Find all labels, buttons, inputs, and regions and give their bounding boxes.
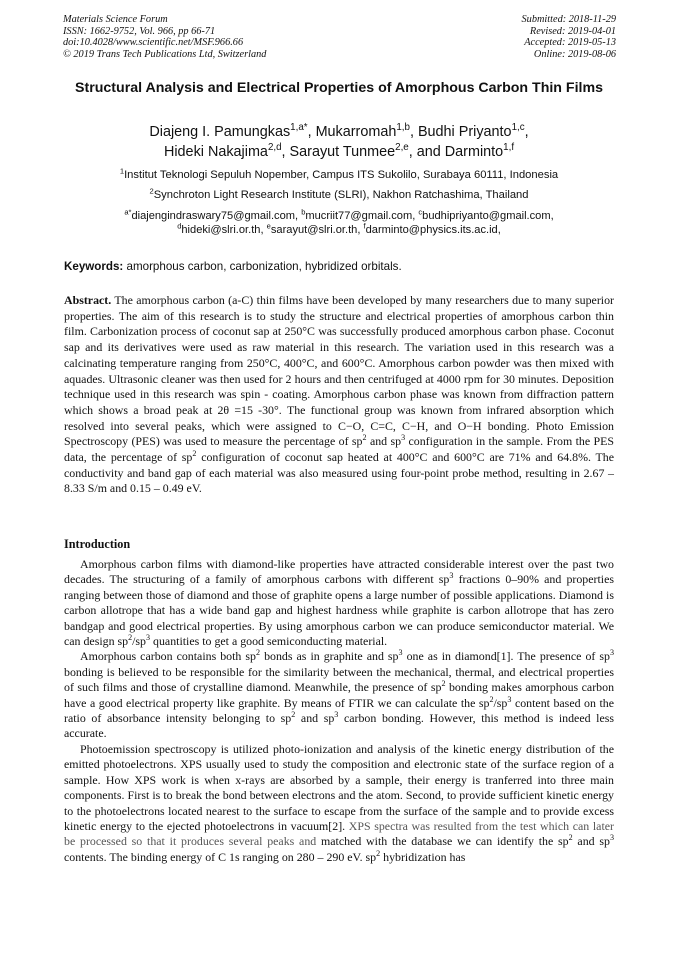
email-list: $^{a*}$diajengindraswary75@gmail.com, $^b$mucriit77@gmail.com, $^c$budhipriyanto@gmail.com, $^d$hideki@slri.or.th, $^e$sarayut@slri.or.th, $^f$darminto@physics.its.ac.id, [124, 207, 554, 237]
superscript: 2 [568, 833, 573, 843]
keywords [64, 259, 616, 274]
paragraph [64, 557, 614, 649]
text-run: fractions 0–90% and properties ranging between those of diamond and those of graphite opens a large number of possible applications. Diamond is carbon allotrope that has a wide band gap and highest hardness while graphite is carbon allotrope that has zero bandgap and good electrical properties. By using amorphous carbon we can produce semiconductor material. We can design sp [64, 572, 615, 649]
submitted-date: Submitted: 2018-11-29 [521, 14, 616, 25]
abstract [64, 293, 614, 497]
text-run: Photoemission spectroscopy is utilized photo-ionization and analysis of the kinetic energy distribution of the emitted photoelectrons. XPS usually used to study the composition and electronic state of the surface region of a sample. How XPS work is when x-rays are absorbed by a sample, their energy is tranferred into three main components. First is to break the bond between electrons and the atom. Second, to provide sufficient kinetic energy to the photoelectrons located nearest to the surface to escape from the surface of the sample and to provide excess kinetic energy to the ejected photoelectrons in vacuum[2]. [64, 741, 614, 833]
superscript: 3 [398, 648, 403, 658]
text-run: Amorphous carbon contains both sp [80, 649, 256, 664]
section-heading-introduction: Introduction [64, 537, 131, 551]
issn-line: ISSN: 1662-9752, Vol. 966, pp 66-71 [63, 25, 216, 37]
superscript: 2 [291, 710, 296, 720]
superscript: 3 [609, 648, 614, 658]
superscript: 3 [449, 571, 454, 581]
author: Hideki Nakajima$^{2,d}$, [163, 141, 290, 160]
journal-header-left [63, 14, 266, 60]
text-run: matched with the database we can identify the sp [316, 834, 569, 849]
keywords-label: Keywords: [64, 260, 124, 273]
copyright-line: © 2019 Trans Tech Publications Ltd, Switzerland [63, 48, 267, 60]
text-run: carbon bonding. However, this method is indeed less accurate. [64, 711, 615, 741]
text-run: and sp [366, 434, 402, 449]
superscript: 2 [255, 648, 261, 658]
text-run: /sp [132, 634, 147, 649]
text-run: XPS spectra was resulted from the test which can later be processed so that it produces several peaks and [64, 818, 614, 849]
text-run: configuration of coconut sap heated at 400°C and 600°C are 71% and 64.8%. The conductivity and band gap of each material was also measured using four-point probe method, resulting in 2.67 – 8.33 S/m and 0.15 – 0.49 eV. [64, 450, 614, 496]
superscript: 2 [128, 633, 133, 643]
text-run: The amorphous carbon (a-C) thin films have been developed by many researchers due to many superior properties. The aim of this research is to study the structure and electrical properties of amorphous carbon thin film. Carbonization process of coconut sap at 250°C was successfully produced amorphous carbon phase. Coconut sap and its derivatives were used as raw material in this research. The variation used in this research was a calcinating temperature ranging from 250°C, 400°C, and 600°C. Amorphous carbon powder was then mixed with aquades. Ultrasonic cleaner was then used for 2 hours and then centrifuged at 4000 rpm for 30 minutes. Deposition technique used in this research was spin - coating. Amorphous carbon phase was known from diffraction pattern which shows a broad peak at 2θ =15 -30°. The functional group was known from infrared absorption which resolved into several peaks, which were assigned to C−O, C=C, C−H, and O−H bonding. Photo Emission Spectroscopy (PES) was used to measure the percentage of sp [64, 293, 614, 449]
superscript: 2 [362, 433, 367, 443]
email: $^b$mucriit77@gmail.com [301, 207, 413, 222]
author: Budhi Priyanto$^{1,c}$, [417, 122, 529, 140]
text-run: contents. The binding energy of C 1s ranging on 280 – 290 eV. sp [64, 849, 377, 864]
doi-line: doi:10.4028/www.scientific.net/MSF.966.66 [63, 37, 244, 49]
paragraph [64, 649, 614, 741]
revised-date: Revised: 2019-04-01 [529, 25, 616, 37]
text-run: content based on the ratio of absorbance intensity belonging to sp [64, 695, 614, 726]
text-run: and sp [295, 711, 335, 726]
text-run: configuration in the sample. From the PES data, the percentage of sp [64, 434, 615, 465]
author-list [60, 123, 618, 162]
accepted-date: Accepted: 2019-05-13 [524, 37, 616, 49]
superscript: 3 [507, 694, 512, 704]
superscript: 2 [489, 694, 494, 704]
text-run: bonds as in graphite and sp [260, 649, 399, 664]
email: $^d$hideki@slri.or.th [177, 221, 261, 237]
online-date: Online: 2019-08-06 [533, 48, 616, 60]
text-run: and sp [572, 834, 610, 849]
journal-header-right [522, 14, 616, 60]
abstract-body [64, 293, 614, 495]
abstract-label: Abstract. [64, 293, 112, 307]
superscript: 2 [192, 449, 197, 459]
paragraph [64, 742, 614, 865]
email: $^c$budhipriyanto@gmail.com [418, 207, 551, 222]
affiliation-2: $^2$Synchroton Light Research Institute (SLRI), Nakhon Ratchashima, Thailand [149, 186, 529, 201]
superscript: 3 [401, 433, 406, 443]
text-run: /sp [493, 695, 508, 710]
superscript: 2 [441, 679, 446, 689]
text-run: bonding makes amorphous carbon have a good electrical property like graphite. By means of FTIR we can calculate the sp [64, 680, 615, 710]
superscript: 3 [334, 710, 339, 720]
keywords-text: amorphous carbon, carbonization, hybridized orbitals. [126, 260, 402, 273]
author: Darminto$^{1,f}$ [444, 141, 515, 160]
superscript: 2 [376, 848, 381, 858]
introduction-body [64, 557, 614, 865]
text-run: Amorphous carbon films with diamond-like properties have attracted considerable interest over the past two decades. The structuring of a family of amorphous carbons with different sp [64, 557, 614, 587]
author: Sarayut Tunmee$^{2,e}$, and [289, 141, 445, 160]
superscript: 3 [146, 633, 151, 643]
email: $^e$sarayut@slri.or.th [266, 221, 358, 237]
text-run: quantities to get a good semiconducting material. [150, 634, 388, 649]
affiliation-1: $^1$Institut Teknologi Sepuluh Nopember, Campus ITS Sukolilo, Surabaya 60111, Indonesia [119, 166, 559, 181]
journal-name: Materials Science Forum [63, 14, 168, 25]
paper-title: Structural Analysis and Electrical Properties of Amorphous Carbon Thin Films [75, 80, 603, 96]
author: Mukarromah$^{1,b}$, [315, 122, 418, 140]
email: $^f$darminto@physics.its.ac.id [363, 221, 498, 237]
superscript: 3 [609, 833, 614, 843]
text-run: hybridization has [380, 849, 466, 864]
text-run: bonding is believed to be responsible for the similarity between the mechanical, thermal, and electrical properties of such films and those of crystalline diamond. Meanwhile, the presence of sp [64, 664, 614, 695]
email: $^{a*}$diajengindraswary75@gmail.com [124, 207, 296, 222]
text-run: one as in diamond[1]. The presence of sp [402, 649, 610, 664]
author: Diajeng I. Pamungkas$^{1,a*}$, [149, 122, 316, 140]
